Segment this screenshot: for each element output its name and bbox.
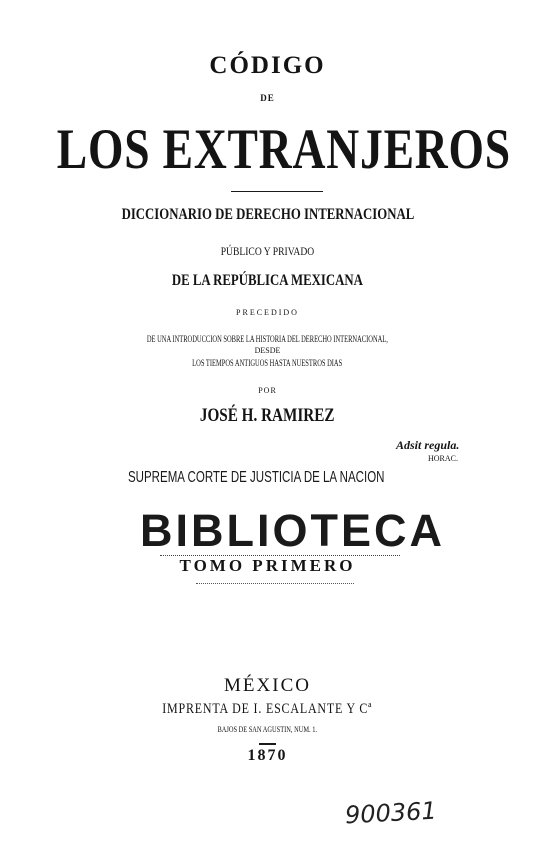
- library-stamp-court: SUPREMA CORTE DE JUSTICIA DE LA NACION: [128, 469, 385, 486]
- precedido-label: PRECEDIDO: [236, 308, 299, 317]
- subtitle-public-private: PÚBLICO Y PRIVADO: [220, 244, 315, 258]
- epigraph-source: HORAC.: [428, 454, 459, 463]
- intro-line-2: DESDE: [254, 346, 281, 355]
- subtitle-dictionary: DICCIONARIO DE DERECHO INTERNACIONAL: [121, 206, 414, 223]
- main-title: LOS EXTRANJEROS: [56, 118, 511, 181]
- title-rule: [231, 191, 323, 192]
- subtitle-republic: DE LA REPÚBLICA MEXICANA: [172, 272, 363, 289]
- printer-address: BAJOS DE SAN AGUSTIN, NUM. 1.: [217, 725, 318, 734]
- library-stamp-biblioteca: BIBLIOTECA: [140, 505, 445, 556]
- intro-line-1: DE UNA INTRODUCCION SOBRE LA HISTORIA DEL DERECHO INTERNACIONAL,: [146, 334, 389, 344]
- intro-line-3: LOS TIEMPOS ANTIGUOS HASTA NUESTROS DIAS: [192, 358, 343, 368]
- de-label: DE: [260, 93, 275, 103]
- shelf-mark: 900361: [344, 796, 438, 830]
- codigo-heading: CÓDIGO: [209, 52, 326, 79]
- epigraph: Adsit regula.: [396, 438, 460, 452]
- volume-underline: [196, 583, 354, 584]
- volume-label: TOMO PRIMERO: [179, 556, 356, 575]
- author-name: JOSÉ H. RAMIREZ: [200, 405, 335, 426]
- ornament-dash: [259, 743, 276, 745]
- por-label: POR: [258, 386, 277, 395]
- printer-name: IMPRENTA DE I. ESCALANTE Y Cª: [162, 701, 373, 717]
- city-label: MÉXICO: [224, 675, 311, 696]
- publication-year: 1870: [247, 747, 288, 764]
